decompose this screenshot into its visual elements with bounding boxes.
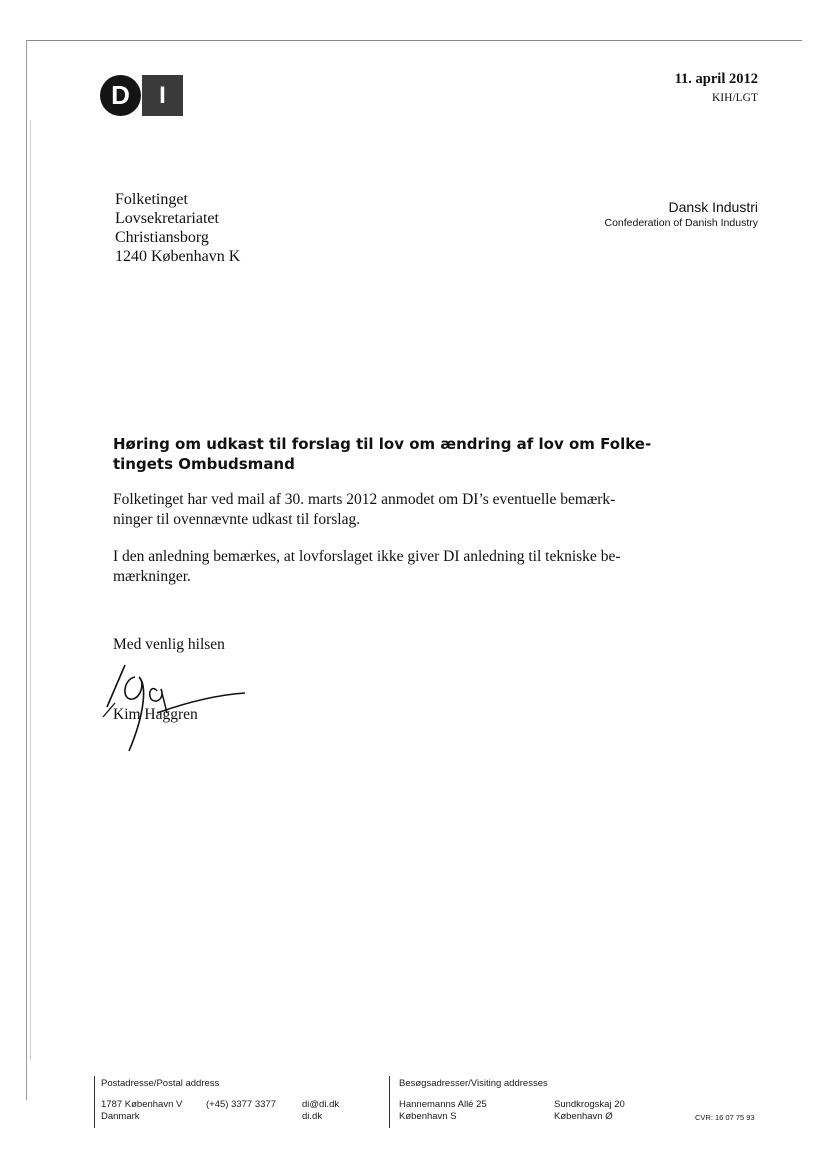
recipient-line: Lovsekretariatet	[115, 210, 219, 227]
handwritten-signature	[95, 655, 255, 755]
closing-greeting: Med venlig hilsen	[113, 636, 225, 653]
subject-line: Høring om udkast til forslag til lov om ændring af lov om Folke-	[113, 435, 652, 453]
postal-city: 1787 København V	[101, 1099, 183, 1110]
paragraph-line: I den anledning bemærkes, at lovforslaget ikke giver DI anledning til tekniske be-	[113, 548, 621, 565]
visiting-street-1: Hannemanns Allé 25	[399, 1099, 487, 1110]
cvr-number: CVR: 16 07 75 93	[695, 1113, 755, 1122]
email-address: di@di.dk	[302, 1099, 340, 1110]
website: di.dk	[302, 1111, 323, 1122]
visiting-city-2: København Ø	[554, 1111, 613, 1122]
sender-organization	[604, 199, 758, 229]
footer-divider	[389, 1076, 390, 1128]
di-logo	[100, 75, 184, 117]
recipient-line: 1240 København K	[115, 248, 241, 265]
recipient-line: Christiansborg	[115, 229, 209, 246]
signer-name: Kim Haggren	[113, 706, 198, 723]
scan-edge-shadow	[30, 120, 31, 1060]
scan-edge-top	[26, 40, 802, 41]
subject-line: tingets Ombudsmand	[113, 455, 295, 473]
letter-date: 11. april 2012	[674, 71, 758, 87]
footer-divider	[94, 1076, 95, 1128]
body-paragraph-2	[113, 547, 693, 587]
body-paragraph-1	[113, 490, 693, 530]
paragraph-line: ninger til ovennævnte udkast til forslag.	[113, 511, 361, 528]
phone-number: (+45) 3377 3377	[206, 1099, 276, 1110]
paragraph-line: Folketinget har ved mail af 30. marts 2012 anmodet om DI’s eventuelle bemærk-	[113, 491, 616, 508]
scan-edge-left	[26, 40, 27, 1100]
letter-reference: KIH/LGT	[712, 92, 758, 104]
paragraph-line: mærkninger.	[113, 568, 191, 585]
postal-address-heading: Postadresse/Postal address	[101, 1078, 220, 1089]
organization-name: Dansk Industri	[668, 199, 758, 215]
organization-tagline: Confederation of Danish Industry	[604, 217, 758, 229]
visiting-address-heading: Besøgsadresser/Visiting addresses	[399, 1078, 548, 1089]
logo-letter-i: I	[142, 75, 183, 116]
visiting-city-1: København S	[399, 1111, 457, 1122]
recipient-address	[115, 190, 240, 266]
recipient-line: Folketinget	[115, 191, 188, 208]
letter-subject	[113, 434, 688, 474]
visiting-street-2: Sundkrogskaj 20	[554, 1099, 625, 1110]
logo-letter-d: D	[111, 80, 130, 110]
postal-country: Danmark	[101, 1111, 140, 1122]
